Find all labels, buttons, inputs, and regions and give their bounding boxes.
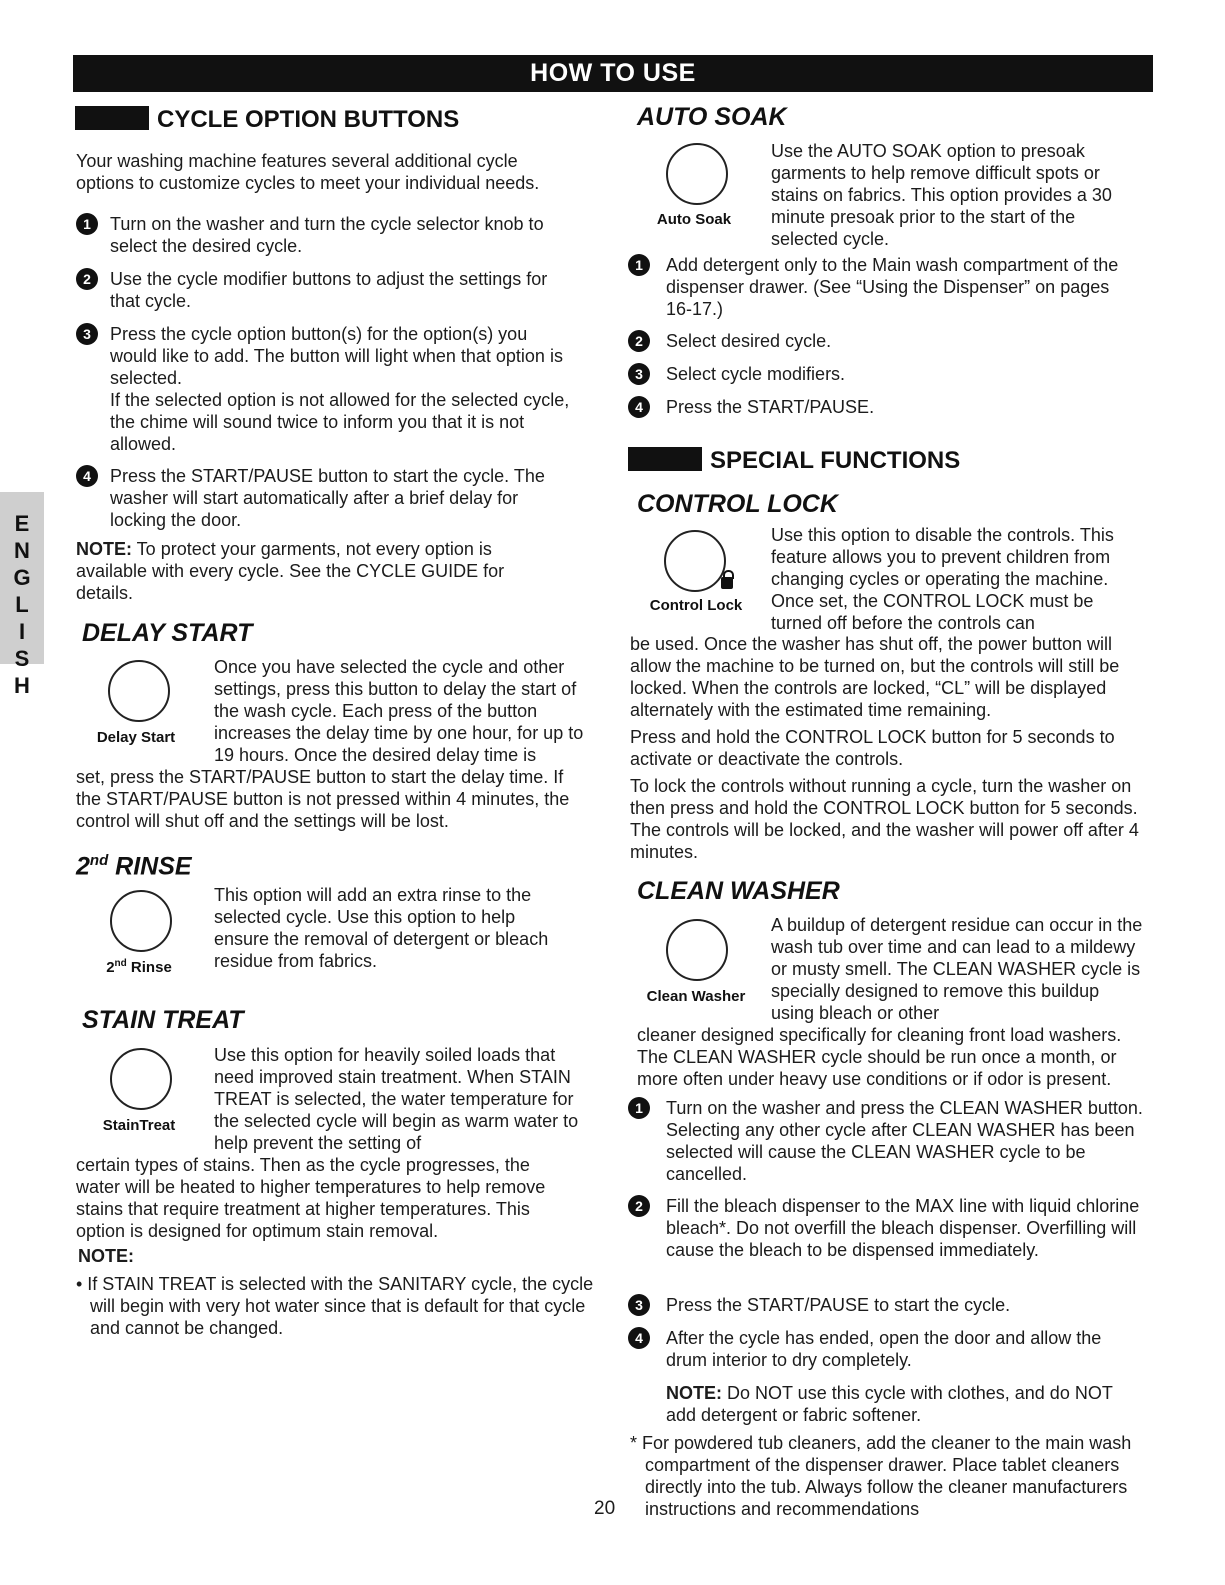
auto-soak-step-2: 2 Select desired cycle.: [628, 330, 1140, 352]
cycle-step-4: 4 Press the START/PAUSE button to start the cycle. The washer will start automatically after a brief delay for locking the door.: [76, 465, 576, 531]
stain-treat-button-label: StainTreat: [102, 1117, 176, 1134]
stain-treat-note-bullet: • If STAIN TREAT is selected with the SANITARY cycle, the cycle will begin with very hot water since that is default for that cycle and cannot be changed.: [76, 1274, 594, 1338]
clean-washer-step-4: 4 After the cycle has ended, open the door and allow the drum interior to dry completely.: [628, 1327, 1143, 1371]
cycle-options-title: CYCLE OPTION BUTTONS: [75, 106, 459, 134]
auto-soak-step-3: 3 Select cycle modifiers.: [628, 363, 1140, 385]
clean-washer-footnote: * For powdered tub cleaners, add the cleaner to the main wash compartment of the dispenser drawer. Place tablet cleaners directly into the tub. Always follow the cleaner manufacturers instructions and recommendations: [630, 1433, 1132, 1519]
control-lock-para-2: Press and hold the CONTROL LOCK button for 5 seconds to activate or deactivate the controls.: [630, 727, 1115, 769]
clean-washer-step-1: 1 Turn on the washer and press the CLEAN WASHER button. Selecting any other cycle after CLEAN WASHER has been selected will cause the CLEAN WASHER cycle to be cancelled.: [628, 1097, 1143, 1185]
section-marker: [628, 447, 702, 471]
clean-washer-button-icon: [666, 919, 728, 981]
clean-washer-text: A buildup of detergent residue can occur in the wash tub over time and can lead to a mildewy or musty smell. The CLEAN WASHER cycle is specially designed to remove this buildup using bleach or other: [771, 915, 1143, 1023]
auto-soak-button-icon: [666, 143, 728, 205]
page-header-bar: HOW TO USE: [73, 55, 1153, 92]
step-number-badge: 1: [628, 1097, 650, 1119]
delay-start-title: DELAY START: [82, 619, 253, 647]
delay-start-button-label: Delay Start: [96, 729, 176, 746]
clean-washer-step-2: 2 Fill the bleach dispenser to the MAX line with liquid chlorine bleach*. Do not overfill the bleach dispenser. Overfilling will cause the bleach to be dispensed immediately.: [628, 1195, 1143, 1261]
clean-washer-button-label: Clean Washer: [646, 988, 746, 1005]
cycle-step-3: 3 Press the cycle option button(s) for the option(s) you would like to add. The button will light when that option is selected. If the selected option is not allowed for the selected cycle, the chime will sound twice to inform you that it is not allowed.: [76, 323, 576, 455]
special-functions-title: SPECIAL FUNCTIONS: [628, 447, 960, 475]
clean-washer-text-continued: cleaner designed specifically for cleaning front load washers. The CLEAN WASHER cycle should be run once a month, or more often under heavy use conditions or if odor is present.: [637, 1025, 1122, 1089]
control-lock-para-3: To lock the controls without running a cycle, turn the washer on then press and hold the CONTROL LOCK button for 5 seconds. The controls will be locked, and the washer will power off after 4 minutes.: [630, 776, 1139, 862]
side-tab-letter: H: [14, 673, 30, 698]
control-lock-text: Use this option to disable the controls. This feature allows you to prevent children from changing cycles or operating the machine. Once set, the CONTROL LOCK must be turned off before the controls can: [771, 525, 1114, 633]
step-number-badge: 4: [628, 396, 650, 418]
stain-treat-text-continued: certain types of stains. Then as the cycle progresses, the water will be heated to higher temperatures to help remove stains that require treatment at higher temperatures. This option is designed for optimum stain removal.: [76, 1155, 546, 1241]
stain-treat-title: STAIN TREAT: [82, 1006, 244, 1034]
delay-start-text: Once you have selected the cycle and other settings, press this button to delay the start of the wash cycle. Each press of the button increases the delay time by one hour, for up to 19 hours. Once the desired delay time is: [214, 657, 584, 765]
clean-washer-step-3: 3 Press the START/PAUSE to start the cycle.: [628, 1294, 1143, 1316]
step-number-badge: 2: [628, 1195, 650, 1217]
step-number-badge: 2: [628, 330, 650, 352]
step-number-badge: 3: [628, 1294, 650, 1316]
auto-soak-title: AUTO SOAK: [637, 103, 787, 131]
side-tab-letter: L: [15, 592, 29, 617]
side-tab-letter: S: [14, 646, 30, 671]
second-rinse-title: 2nd RINSE: [76, 852, 192, 881]
section-marker: [75, 106, 149, 130]
clean-washer-note: NOTE: Do NOT use this cycle with clothes, and do NOT add detergent or fabric softener.: [666, 1383, 1113, 1425]
auto-soak-step-4: 4 Press the START/PAUSE.: [628, 396, 1140, 418]
cycle-step-3-extra: If the selected option is not allowed for the selected cycle, the chime will sound twice to inform you that it is not allowed.: [110, 390, 570, 454]
control-lock-button-label: Control Lock: [649, 597, 743, 614]
control-lock-title: CONTROL LOCK: [637, 490, 838, 518]
stain-treat-text: Use this option for heavily soiled loads that need improved stain treatment. When STAIN TREAT is selected, the water temperature for the selected cycle will begin as warm water to help prevent the setting of: [214, 1045, 579, 1153]
control-lock-text-continued: be used. Once the washer has shut off, the power button will allow the machine to be turned on, but the controls will still be locked. When the controls are locked, “CL” will be displayed alternately with the estimated time remaining.: [630, 634, 1120, 720]
stain-treat-button-icon: [110, 1048, 172, 1110]
step-number-badge: 1: [628, 254, 650, 276]
control-lock-button-icon: [664, 530, 726, 592]
step-number-badge: 4: [76, 465, 98, 487]
clean-washer-title: CLEAN WASHER: [637, 877, 840, 905]
stain-treat-note-label: NOTE:: [78, 1246, 134, 1266]
delay-start-text-continued: set, press the START/PAUSE button to start the delay time. If the START/PAUSE button is not pressed within 4 minutes, the control will shut off and the settings will be lost.: [76, 767, 570, 831]
cycle-options-intro: Your washing machine features several additional cycle options to customize cycles to meet your individual needs.: [76, 151, 540, 193]
lock-icon: [721, 577, 733, 589]
cycle-step-1: 1 Turn on the washer and turn the cycle selector knob to select the desired cycle.: [76, 213, 576, 257]
side-tab-letter: G: [13, 565, 31, 590]
step-number-badge: 4: [628, 1327, 650, 1349]
language-side-label: [10, 510, 34, 699]
auto-soak-button-label: Auto Soak: [656, 211, 732, 228]
page-number: 20: [594, 1498, 616, 1519]
second-rinse-text: This option will add an extra rinse to the selected cycle. Use this option to help ensure the removal of detergent or bleach residue from fabrics.: [214, 885, 549, 971]
second-rinse-button-label: 2nd Rinse: [106, 958, 172, 976]
step-number-badge: 3: [76, 323, 98, 345]
cycle-options-note: NOTE: To protect your garments, not every option is available with every cycle. See the CYCLE GUIDE for details.: [76, 539, 505, 603]
cycle-step-2: 2 Use the cycle modifier buttons to adjust the settings for that cycle.: [76, 268, 576, 312]
step-number-badge: 1: [76, 213, 98, 235]
side-tab-letter: I: [18, 619, 26, 644]
side-tab-letter: E: [14, 511, 30, 536]
side-tab-letter: N: [14, 538, 30, 563]
step-number-badge: 3: [628, 363, 650, 385]
second-rinse-button-icon: [110, 890, 172, 952]
auto-soak-step-1: 1 Add detergent only to the Main wash compartment of the dispenser drawer. (See “Using the Dispenser” on pages 16-17.): [628, 254, 1140, 320]
auto-soak-text: Use the AUTO SOAK option to presoak garments to help remove difficult spots or stains on fabrics. This option provides a 30 minute presoak prior to the start of the selected cycle.: [771, 141, 1112, 249]
step-number-badge: 2: [76, 268, 98, 290]
delay-start-button-icon: [108, 660, 170, 722]
